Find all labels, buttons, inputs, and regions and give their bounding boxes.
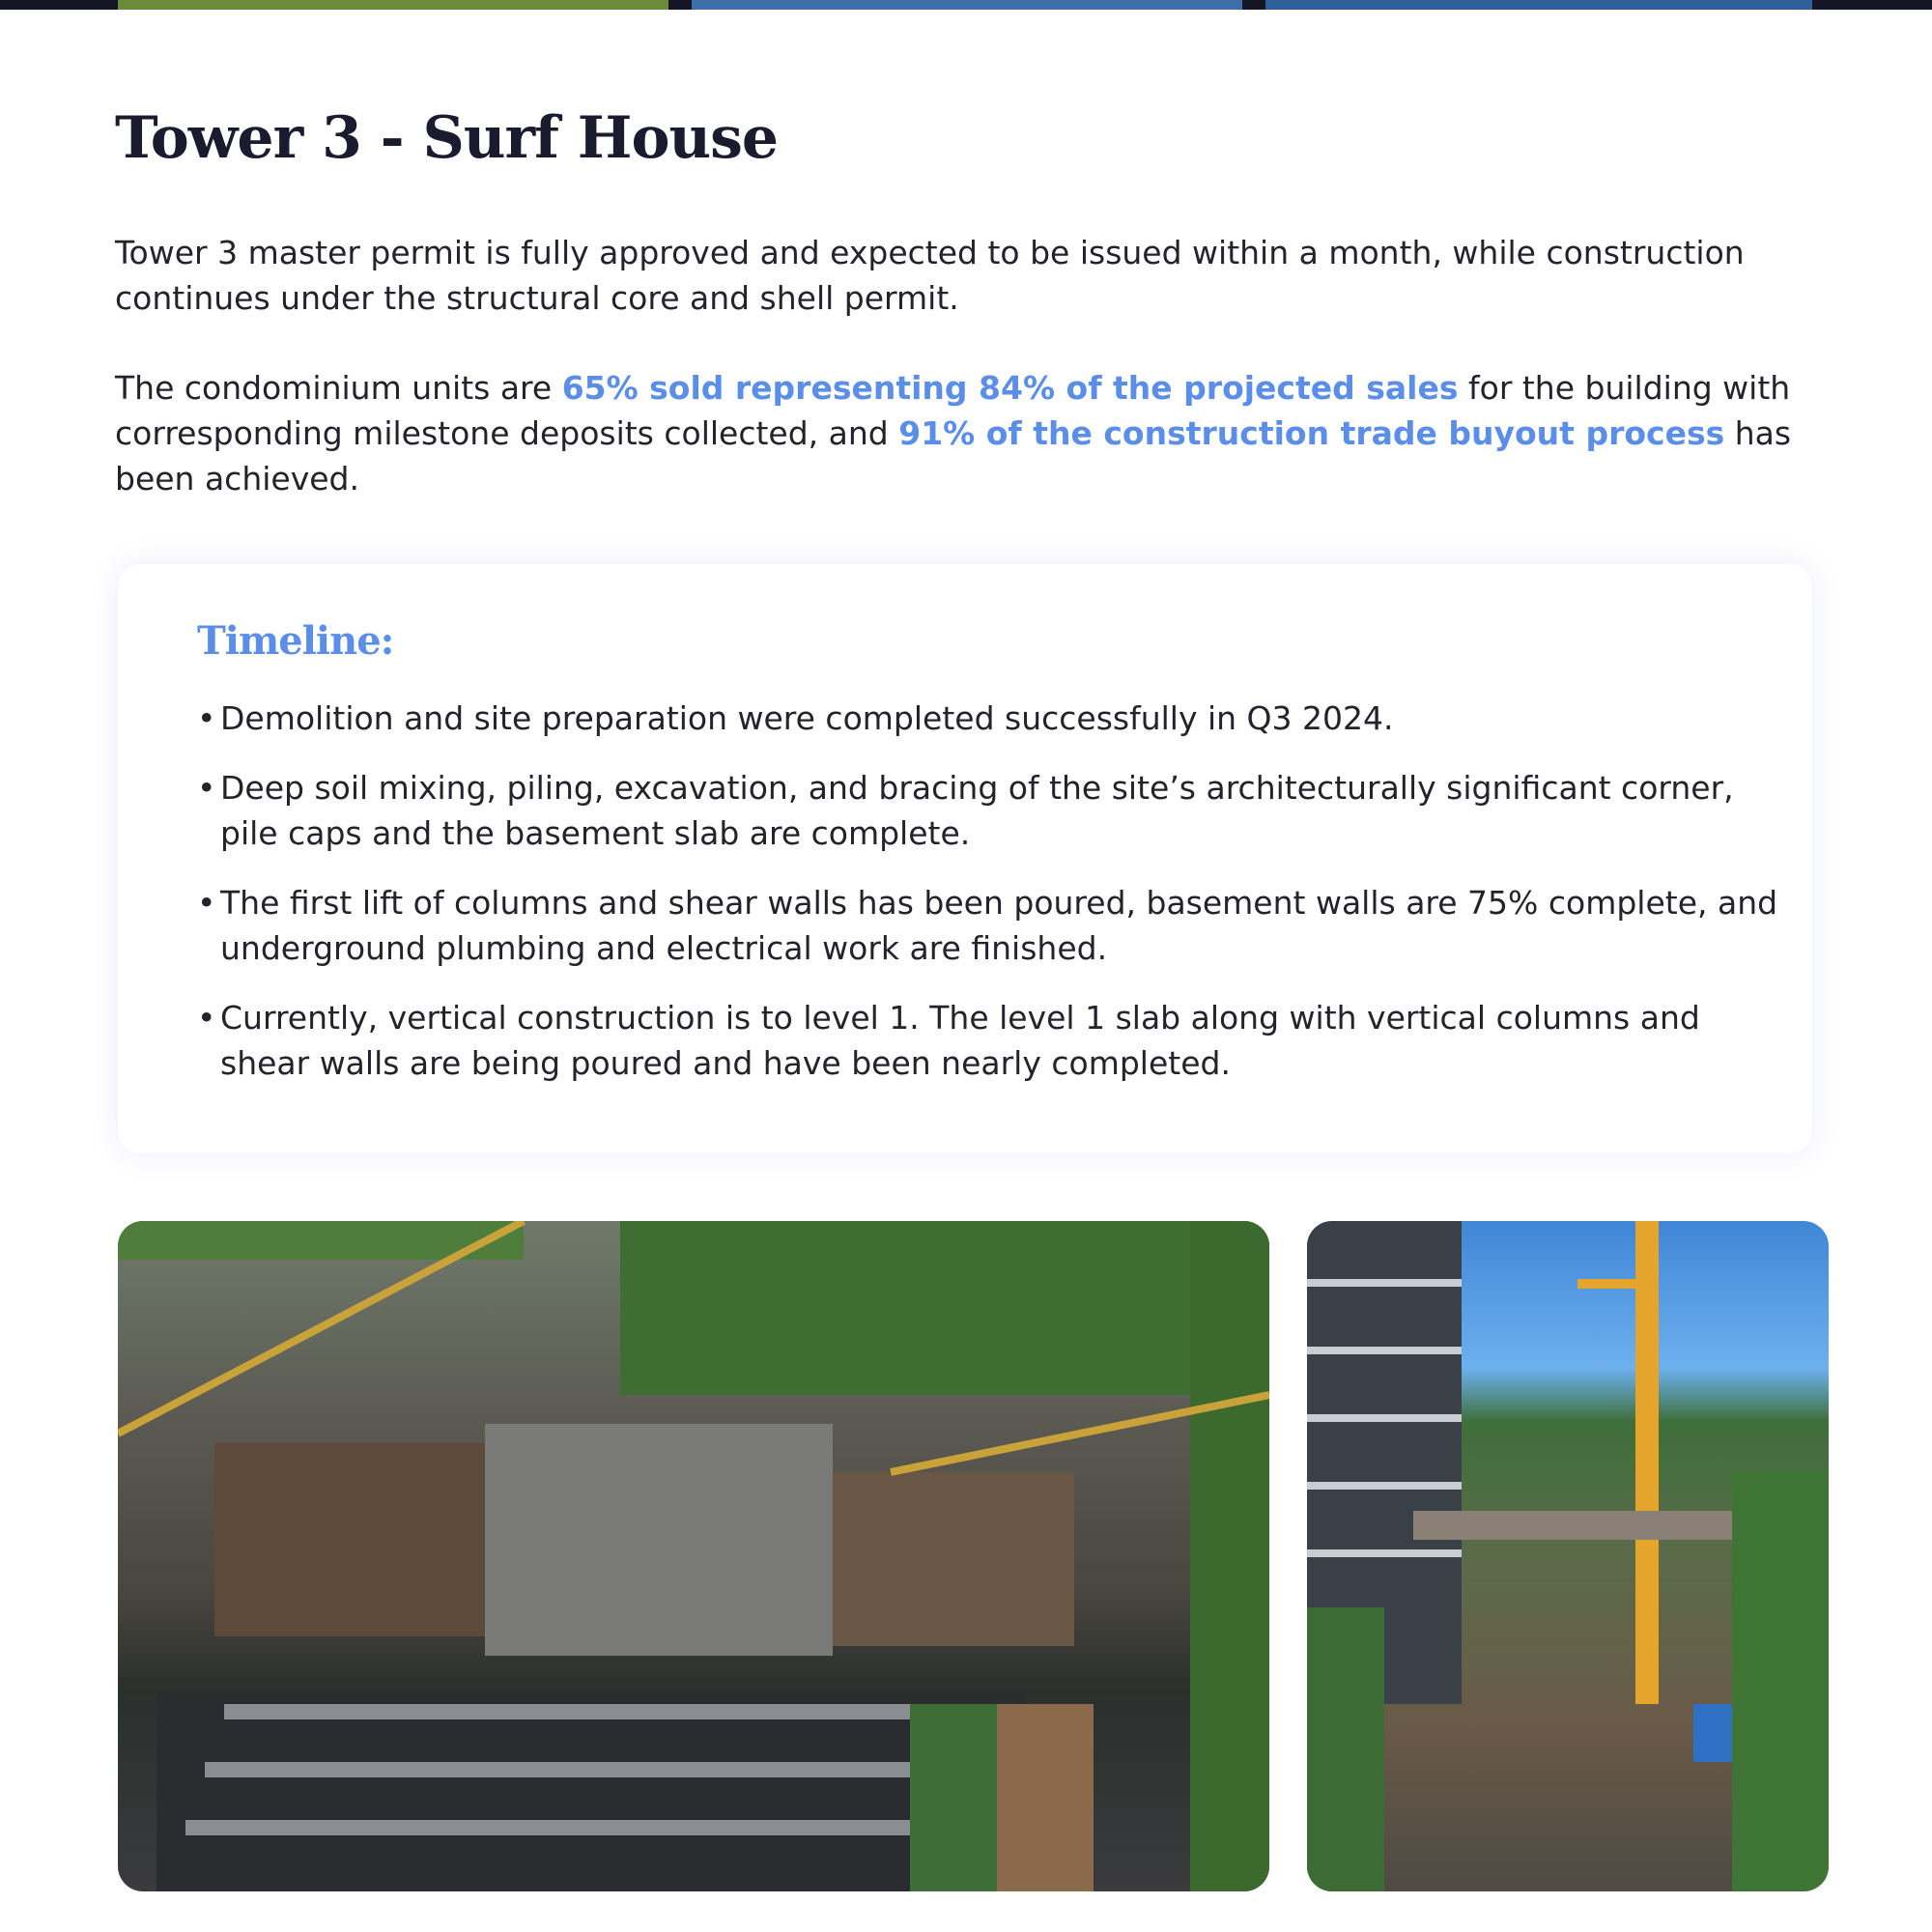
- aerial-construction-photo: [118, 1221, 1269, 1891]
- timeline-card: [118, 564, 1812, 1153]
- strip-photo-2: [692, 0, 1242, 10]
- strip-photo-3: [1265, 0, 1812, 10]
- aerial-photo-illustration: [118, 1221, 1269, 1891]
- timeline-item: • The first lift of columns and shear walls has been poured, basement walls are 75% complete, and underground plumbing and electrical work are finished.: [197, 880, 1781, 971]
- timeline-item: • Demolition and site preparation were completed successfully in Q3 2024.: [197, 696, 1781, 741]
- buyout-highlight: 91% of the construction trade buyout process: [898, 414, 1725, 452]
- timeline-heading: Timeline:: [197, 618, 394, 664]
- top-photo-strip: [0, 0, 1932, 10]
- page-title: Tower 3 - Surf House: [115, 104, 779, 172]
- street-photo-illustration: [1307, 1221, 1829, 1891]
- sales-highlight: 65% sold representing 84% of the projected sales: [561, 369, 1459, 407]
- timeline-item: • Deep soil mixing, piling, excavation, and bracing of the site’s architecturally significant corner, pile caps and the basement slab are complete.: [197, 765, 1781, 856]
- street-construction-photo: [1307, 1221, 1829, 1891]
- sales-text: for the building with corresponding milestone deposits collected, and: [115, 369, 1791, 452]
- timeline-item: • Currently, vertical construction is to level 1. The level 1 slab along with vertical columns and shear walls are being poured and have been nearly completed.: [197, 995, 1781, 1086]
- timeline-list: [197, 696, 1781, 1110]
- sales-text: The condominium units are: [115, 369, 562, 407]
- sales-text: has been achieved.: [115, 414, 1792, 497]
- sales-paragraph: [115, 365, 1796, 501]
- strip-photo-1: [118, 0, 668, 10]
- permit-paragraph: Tower 3 master permit is fully approved and expected to be issued within a month, while construction continues under the structural core and shell permit.: [115, 234, 1745, 317]
